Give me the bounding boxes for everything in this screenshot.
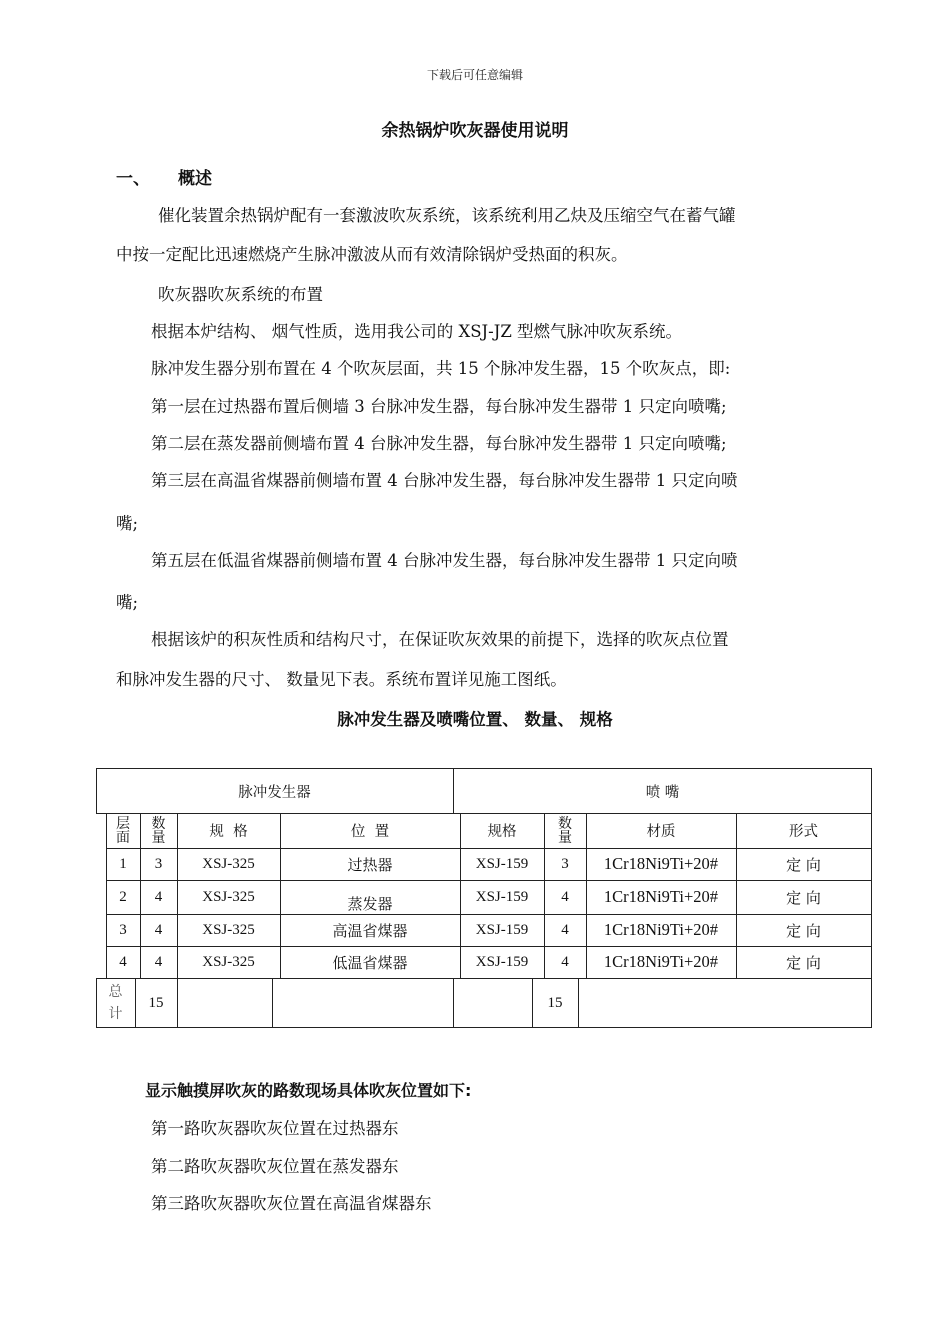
- table-cell-form: 定 向: [786, 921, 821, 940]
- paragraph-line: 脉冲发生器分别布置在 4 个吹灰层面，共 15 个脉冲发生器，15 个吹灰点，即:: [151, 359, 731, 378]
- table-cell-nozzle-qty: 4: [561, 921, 569, 938]
- section-heading-touchscreen: 显示触摸屏吹灰的路数现场具体吹灰位置如下:: [145, 1081, 472, 1100]
- col-header-nozzle-spec: 规格: [487, 824, 517, 840]
- table-cell-spec: XSJ-325: [202, 921, 255, 938]
- paragraph-line: 和脉冲发生器的尺寸、 数量见下表。系统布置详见施工图纸。: [116, 670, 567, 689]
- paragraph-line: 第一层在过热器布置后侧墙 3 台脉冲发生器，每台脉冲发生器带 1 只定向喷嘴;: [151, 397, 727, 416]
- paragraph-line: 根据本炉结构、 烟气性质，选用我公司的 XSJ-JZ 型燃气脉冲吹灰系统。: [151, 322, 683, 341]
- table-cell-nozzle-spec: XSJ-159: [475, 953, 529, 970]
- paragraph-line: 嘴;: [116, 593, 139, 612]
- table-cell-spec: XSJ-325: [202, 953, 255, 970]
- table-cell-total-label: 总 计: [108, 984, 123, 1022]
- list-item: 第三路吹灰器吹灰位置在高温省煤器东: [151, 1194, 432, 1213]
- table-cell-layer: 4: [119, 953, 127, 970]
- table-cell-material: 1Cr18Ni9Ti+20#: [603, 920, 719, 939]
- section-title: 概述: [178, 169, 212, 189]
- col-header-layer: 层 面: [116, 815, 130, 846]
- table-cell-nozzle-qty: 3: [561, 855, 569, 872]
- table-cell-total-nozzles: 15: [547, 994, 563, 1011]
- section-number: 一、: [116, 169, 150, 189]
- table-cell-spec: XSJ-325: [202, 855, 255, 872]
- table-cell-material: 1Cr18Ni9Ti+20#: [603, 887, 719, 906]
- table-title: 脉冲发生器及喷嘴位置、 数量、 规格: [337, 710, 613, 729]
- table-cell-qty: 4: [154, 921, 163, 938]
- paragraph-line: 嘴;: [116, 514, 139, 533]
- list-item: 第二路吹灰器吹灰位置在蒸发器东: [151, 1157, 399, 1176]
- table-cell-material: 1Cr18Ni9Ti+20#: [603, 854, 719, 873]
- col-header-spec: 规 格: [209, 824, 248, 840]
- table-cell-qty: 4: [154, 888, 163, 905]
- table-cell-nozzle-spec: XSJ-159: [475, 888, 529, 905]
- col-header-material: 材质: [646, 824, 676, 840]
- table-cell-qty: 4: [154, 953, 163, 970]
- paragraph-line: 第三层在高温省煤器前侧墙布置 4 台脉冲发生器，每台脉冲发生器带 1 只定向喷: [151, 471, 738, 490]
- col-header-qty: 数 量: [151, 815, 166, 846]
- col-header-form: 形式: [789, 824, 818, 840]
- document-title: 余热锅炉吹灰器使用说明: [381, 121, 569, 141]
- paragraph-line: 根据该炉的积灰性质和结构尺寸，在保证吹灰效果的前提下，选择的吹灰点位置: [151, 630, 729, 649]
- table-cell-form: 定 向: [786, 953, 821, 972]
- table-cell-nozzle-qty: 4: [561, 953, 569, 970]
- page-header: 下载后可任意编辑: [426, 68, 523, 82]
- table-cell-total-generators: 15: [148, 994, 164, 1011]
- table-cell-form: 定 向: [786, 888, 821, 907]
- paragraph-line: 第五层在低温省煤器前侧墙布置 4 台脉冲发生器，每台脉冲发生器带 1 只定向喷: [151, 551, 738, 570]
- paragraph-line: 第二层在蒸发器前侧墙布置 4 台脉冲发生器，每台脉冲发生器带 1 只定向喷嘴;: [151, 434, 727, 453]
- col-header-position: 位 置: [350, 824, 390, 840]
- table-cell-spec: XSJ-325: [202, 888, 255, 905]
- table-cell-position: 蒸发器: [347, 894, 393, 913]
- table-cell-layer: 2: [119, 888, 127, 905]
- col-header-nozzle-qty: 数 量: [558, 815, 572, 846]
- group-header-generator: 脉冲发生器: [238, 784, 311, 801]
- paragraph-line: 中按一定配比迅速燃烧产生脉冲激波从而有效清除锅炉受热面的积灰。: [116, 245, 628, 264]
- table-cell-material: 1Cr18Ni9Ti+20#: [603, 952, 719, 971]
- paragraph-line: 催化装置余热锅炉配有一套激波吹灰系统，该系统利用乙炔及压缩空气在蓄气罐: [158, 206, 736, 225]
- group-header-nozzle: 喷 嘴: [645, 784, 680, 801]
- table-cell-nozzle-spec: XSJ-159: [475, 921, 529, 938]
- table-cell-layer: 3: [119, 921, 127, 938]
- spec-table: [96, 768, 872, 1028]
- section-heading-overview: [116, 164, 212, 189]
- table-cell-position: 低温省煤器: [332, 953, 408, 972]
- table-cell-form: 定 向: [786, 855, 821, 874]
- list-item: 第一路吹灰器吹灰位置在过热器东: [151, 1119, 399, 1138]
- table-cell-nozzle-spec: XSJ-159: [475, 855, 529, 872]
- table-cell-qty: 3: [154, 855, 163, 872]
- table-cell-position: 过热器: [347, 855, 393, 874]
- table-cell-nozzle-qty: 4: [561, 888, 569, 905]
- table-cell-layer: 1: [119, 855, 127, 872]
- table-cell-position: 高温省煤器: [332, 921, 408, 940]
- paragraph-line: 吹灰器吹灰系统的布置: [158, 285, 323, 304]
